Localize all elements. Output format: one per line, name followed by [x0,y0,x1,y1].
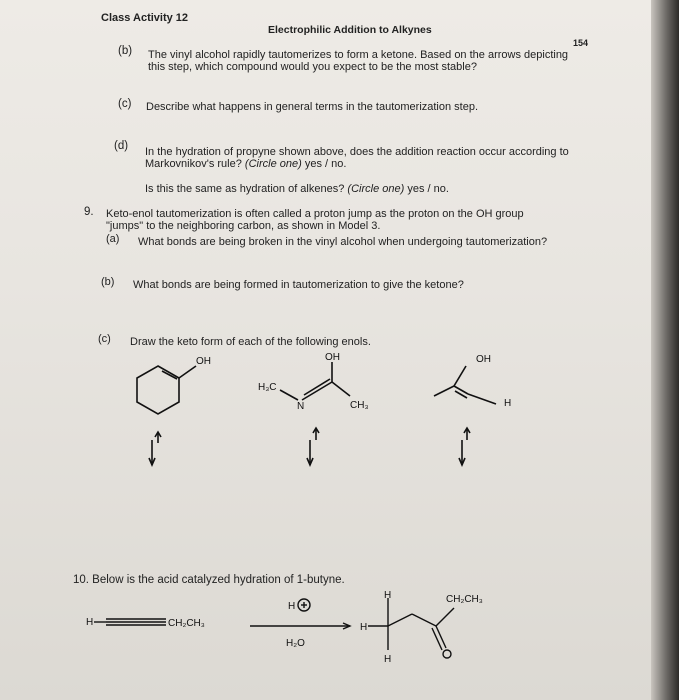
reagent-h-label: H [288,601,296,612]
header-title: Electrophilic Addition to Alkynes [268,24,432,36]
q9a-text: What bonds are being broken in the vinyl alcohol when undergoing tautomerization? [138,236,548,248]
enol-1-oh-label: OH [196,356,211,367]
header-class-activity: Class Activity 12 [101,12,189,24]
q8d-text-line1: In the hydration of propyne shown above, does the addition reaction occur according to [145,146,569,158]
c-ch3-bond [332,382,350,396]
enol-2-n-label: N [297,401,305,412]
product-ethyl-label: CH₂CH₃ [446,594,483,605]
enol-2-structure [254,348,394,468]
product-c-o-double [432,628,442,650]
enol-3-left-bond [434,386,454,396]
enol-2-h3c-label: H₃C [258,382,277,393]
product-h-bottom-label: H [384,654,392,665]
reactant-ethyl-label: CH₂CH₃ [168,618,205,629]
q8d-yes-no-choice-2[interactable]: yes / no. [407,183,449,195]
enol-3-double-a [454,386,468,394]
q8d-circle-one: (Circle one) [244,158,302,170]
page-shadow-edge [651,0,679,700]
q9-text-line1: Keto-enol tautomerization is often called a proton jump as the proton on the OH group [106,208,524,220]
q8c-marker: (c) [118,98,132,110]
enol-3-oh-bond [454,366,466,386]
enol-2-ch3-label: CH₃ [350,400,369,411]
product-c-o-bond [436,626,446,648]
h3c-n-bond [280,390,298,400]
page-number: 154 [573,38,589,48]
enol-2-oh-label: OH [325,352,340,363]
q8d-text-line3 [145,183,449,196]
q9c-marker: (c) [98,333,111,345]
n-c-double-bond-a [302,382,332,400]
q8d-alkene-question: Is this the same as hydration of alkenes? [145,183,345,195]
cyclohexene-ring [137,366,179,414]
q9-number: 9. [84,206,94,218]
enol-3-h-label: H [504,398,512,409]
q9b-marker: (b) [101,276,115,288]
q8c-text: Describe what happens in general terms in the tautomerization step. [146,101,479,113]
q9b-text: What bonds are being formed in tautomerization to give the ketone? [133,279,464,291]
enol-3-oh-label: OH [476,354,491,365]
reactant-h-label: H [86,617,94,628]
q9-text-line2: "jumps" to the neighboring carbon, as shown in Model 3. [106,220,381,232]
product-h-top-label: H [384,590,392,601]
q8b-marker: (b) [118,45,133,57]
q8d-markovnikov-question: Markovnikov's rule? [145,158,242,170]
q10-text: 10. Below is the acid catalyzed hydration of 1-butyne. [73,574,345,586]
q8b-text-line1: The vinyl alcohol rapidly tautomerizes to form a ketone. Based on the arrows depicting [148,49,569,61]
q9a-marker: (a) [106,233,120,245]
q8d-circle-one-2: (Circle one) [347,183,405,195]
enol-3-structure [420,348,530,468]
product-carbonyl-c-bond [412,614,436,626]
q10-reaction-scheme [80,588,540,678]
product-oxygen-atom [443,650,451,658]
q9c-text: Draw the keto form of each of the following enols. [130,336,371,348]
q8d-marker: (d) [114,140,129,152]
oh-bond [179,366,196,378]
enol-1-structure [124,348,234,468]
product-ethyl-bond [436,608,454,626]
q8d-yes-no-choice[interactable]: yes / no. [304,158,347,170]
reagent-water-label: H₂O [286,638,305,649]
product-h-left-label: H [360,622,368,633]
q8d-text-line2 [145,158,346,171]
enol-3-h-bond [468,394,496,404]
q8b-text-line2: this step, which compound would you expect to be the most stable? [148,61,477,73]
n-c-double-bond-b [304,379,330,395]
product-c-c-bond [388,614,412,626]
